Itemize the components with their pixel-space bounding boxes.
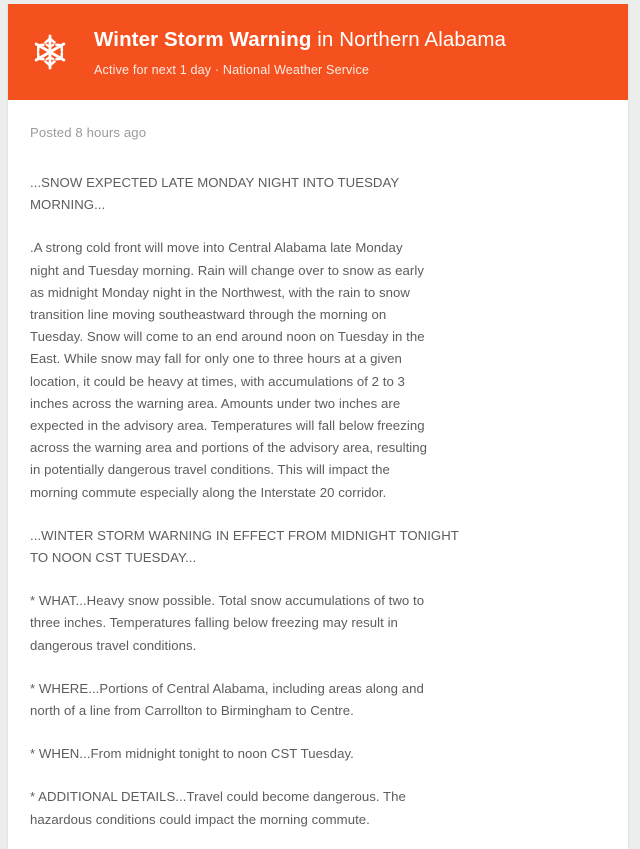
- alert-title-rest: in Northern Alabama: [311, 28, 506, 51]
- alert-text-block: * WHAT...Heavy snow possible. Total snow accumulations of two to three inches. Temperatures falling below freezing may result in dangerous travel conditions.: [30, 590, 430, 657]
- weather-alert-card: [8, 4, 628, 849]
- alert-text-block: * WHERE...Portions of Central Alabama, including areas along and north of a line from Carrollton to Birmingham to Centre.: [30, 678, 430, 722]
- alert-body: [8, 100, 628, 849]
- snowflake-icon: [22, 24, 78, 80]
- alert-title: [94, 27, 506, 53]
- alert-header: [8, 4, 628, 100]
- alert-subtitle: Active for next 1 day · National Weather Service: [94, 62, 506, 78]
- alert-text-block: * ADDITIONAL DETAILS...Travel could become dangerous. The hazardous conditions could impact the morning commute.: [30, 786, 430, 830]
- alert-header-text: [94, 27, 506, 78]
- alert-text-block: * WHEN...From midnight tonight to noon CST Tuesday.: [30, 743, 430, 765]
- alert-text-block: ...WINTER STORM WARNING IN EFFECT FROM MIDNIGHT TONIGHT TO NOON CST TUESDAY...: [30, 525, 460, 569]
- alert-text-block: .A strong cold front will move into Central Alabama late Monday night and Tuesday morning. Rain will change over to snow as early as midnight Monday night in the Northwest, with the rain to snow transition line moving southeastward through the morning on Tuesday. Snow will come to an end around noon on Tuesday in the East. While snow may fall for only one to three hours at a given location, it could be heavy at times, with accumulations of 2 to 3 inches across the warning area. Amounts under two inches are expected in the advisory area. Temperatures will fall below freezing across the warning area and portions of the advisory area, resulting in potentially dangerous travel conditions. This will impact the morning commute especially along the Interstate 20 corridor.: [30, 237, 430, 503]
- alert-text-block: ...SNOW EXPECTED LATE MONDAY NIGHT INTO TUESDAY MORNING...: [30, 172, 460, 216]
- posted-timestamp: Posted 8 hours ago: [30, 124, 608, 142]
- alert-title-strong: Winter Storm Warning: [94, 28, 311, 51]
